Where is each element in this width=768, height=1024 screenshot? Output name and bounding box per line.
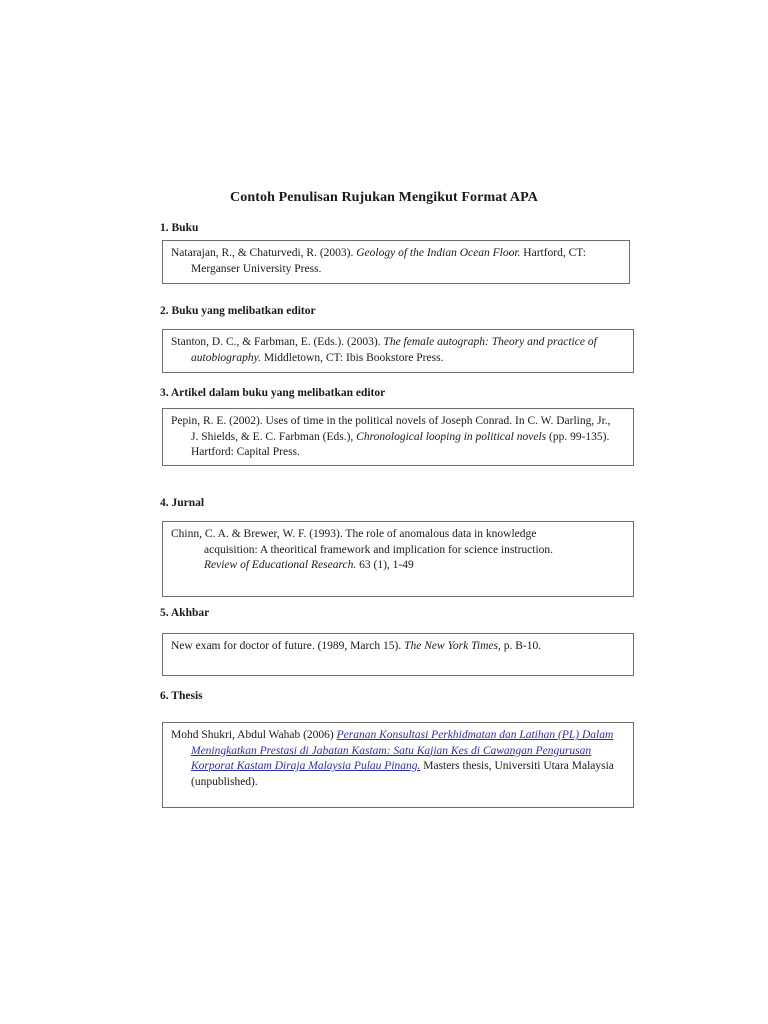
reference-text: Masters thesis, Universiti Utara Malaysia	[420, 760, 614, 772]
section-heading-jurnal: 4. Jurnal	[160, 497, 205, 509]
reference-box-thesis	[162, 722, 634, 808]
reference-text: acquisition: A theoritical framework and implication for science instruction.	[204, 543, 554, 556]
reference-line	[171, 543, 623, 559]
reference-text: p. B-10.	[500, 640, 542, 652]
reference-text: Middletown, CT: Ibis Bookstore Press.	[260, 351, 444, 364]
reference-line	[171, 639, 623, 655]
reference-title: autobiography.	[191, 351, 261, 364]
reference-line	[171, 335, 623, 351]
reference-text: New exam for doctor of future. (1989, March 15).	[171, 640, 405, 652]
reference-title: The female autograph: Theory and practice of	[383, 336, 597, 348]
reference-text: J. Shields, & E. C. Farbman (Eds.),	[191, 430, 357, 443]
reference-title: Chronological looping in political novels	[356, 430, 547, 443]
reference-line	[171, 527, 623, 543]
reference-title: Geology of the Indian Ocean Floor.	[356, 247, 521, 259]
page-title: Contoh Penulisan Rujukan Mengikut Format APA	[230, 190, 538, 205]
reference-text: (unpublished).	[191, 775, 258, 788]
reference-box-buku-editor	[162, 329, 634, 373]
reference-box-jurnal	[162, 521, 634, 597]
reference-line	[171, 430, 623, 446]
reference-text: Merganser University Press.	[191, 262, 322, 275]
reference-text: Chinn, C. A. & Brewer, W. F. (1993). The role of anomalous data in knowledge	[171, 528, 537, 540]
reference-line	[171, 775, 623, 791]
reference-line	[171, 246, 619, 262]
reference-text: (pp. 99-135).	[546, 430, 610, 443]
section-heading-akhbar: 5. Akhbar	[160, 607, 210, 619]
section-heading-buku-editor: 2. Buku yang melibatkan editor	[160, 305, 316, 317]
reference-line	[171, 744, 623, 760]
reference-line	[171, 728, 623, 744]
reference-line	[171, 414, 623, 430]
reference-text: Mohd Shukri, Abdul Wahab (2006)	[171, 729, 337, 741]
reference-box-buku	[162, 240, 630, 284]
reference-title: The New York Times,	[404, 640, 501, 652]
reference-line	[171, 445, 623, 461]
reference-text: Natarajan, R., & Chaturvedi, R. (2003).	[171, 247, 357, 259]
reference-box-artikel	[162, 408, 634, 466]
reference-line	[171, 558, 623, 574]
thesis-title-link[interactable]: Meningkatkan Prestasi di Jabatan Kastam: Satu Kajian Kes di Cawangan Pengurusan	[191, 744, 592, 757]
reference-text: Stanton, D. C., & Farbman, E. (Eds.). (2003).	[171, 336, 384, 348]
reference-title: Review of Educational Research.	[204, 559, 357, 571]
reference-text: Hartford: Capital Press.	[191, 446, 300, 458]
reference-text: Hartford, CT:	[520, 247, 586, 259]
section-heading-thesis: 6. Thesis	[160, 690, 203, 702]
section-heading-buku: 1. Buku	[160, 222, 199, 234]
thesis-title-link[interactable]: Peranan Konsultasi Perkhidmatan dan Latihan (PL) Dalam	[336, 729, 614, 741]
reference-box-akhbar	[162, 633, 634, 676]
reference-text: Pepin, R. E. (2002). Uses of time in the political novels of Joseph Conrad. In C. W. Darling, Jr.,	[171, 415, 611, 427]
reference-line	[171, 262, 619, 278]
reference-line	[171, 351, 623, 367]
section-heading-artikel: 3. Artikel dalam buku yang melibatkan editor	[160, 387, 386, 399]
thesis-title-link[interactable]: Korporat Kastam Diraja Malaysia Pulau Pinang.	[191, 760, 421, 772]
reference-text: 63 (1), 1-49	[356, 559, 414, 571]
reference-line	[171, 759, 623, 775]
